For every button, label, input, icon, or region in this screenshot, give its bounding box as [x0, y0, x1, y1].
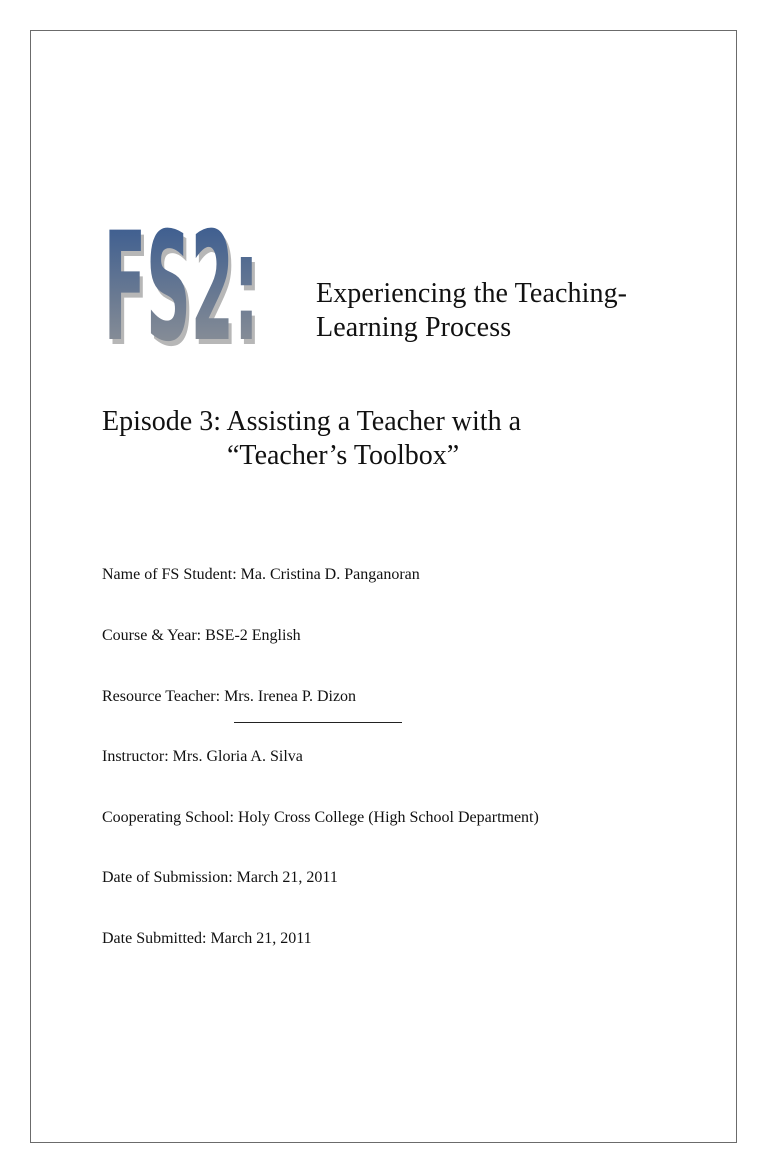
- page-border: [30, 30, 737, 1143]
- student-name-value: Ma. Cristina D. Panganoran: [240, 566, 420, 583]
- cooperating-school-field: [102, 808, 539, 828]
- cooperating-school-label: Cooperating School:: [102, 809, 234, 826]
- course-year-field: [102, 626, 301, 646]
- instructor-label: Instructor:: [102, 748, 169, 765]
- episode-title-line-2: “Teacher’s Toolbox”: [227, 440, 460, 471]
- date-submitted-value: March 21, 2011: [210, 930, 312, 947]
- date-of-submission-label: Date of Submission:: [102, 869, 233, 886]
- date-submitted-field: [102, 929, 312, 949]
- resource-teacher-field: [102, 687, 356, 707]
- course-year-label: Course & Year:: [102, 627, 202, 644]
- instructor-value: Mrs. Gloria A. Silva: [172, 748, 303, 765]
- logo-text: FS2:: [103, 200, 259, 358]
- episode-title-line-1: Episode 3: Assisting a Teacher with a: [102, 406, 522, 437]
- date-of-submission-field: [102, 868, 338, 888]
- resource-teacher-label: Resource Teacher:: [102, 688, 221, 705]
- resource-teacher-value: Mrs. Irenea P. Dizon: [224, 688, 357, 705]
- episode-title: [102, 405, 521, 473]
- course-year-value: BSE-2 English: [205, 627, 301, 644]
- subtitle-line-1: Experiencing the Teaching-: [316, 278, 628, 309]
- student-name-label: Name of FS Student:: [102, 566, 237, 583]
- signature-line: [234, 722, 402, 723]
- fs2-logo: [100, 198, 270, 358]
- instructor-field: [102, 747, 303, 767]
- student-name-field: [102, 565, 420, 585]
- logo-shadow-text: FS2:: [106, 205, 262, 358]
- subtitle-line-2: Learning Process: [316, 312, 512, 343]
- course-subtitle: [316, 277, 627, 345]
- cooperating-school-value: Holy Cross College (High School Department): [237, 809, 539, 826]
- date-submitted-label: Date Submitted:: [102, 930, 207, 947]
- date-of-submission-value: March 21, 2011: [236, 869, 338, 886]
